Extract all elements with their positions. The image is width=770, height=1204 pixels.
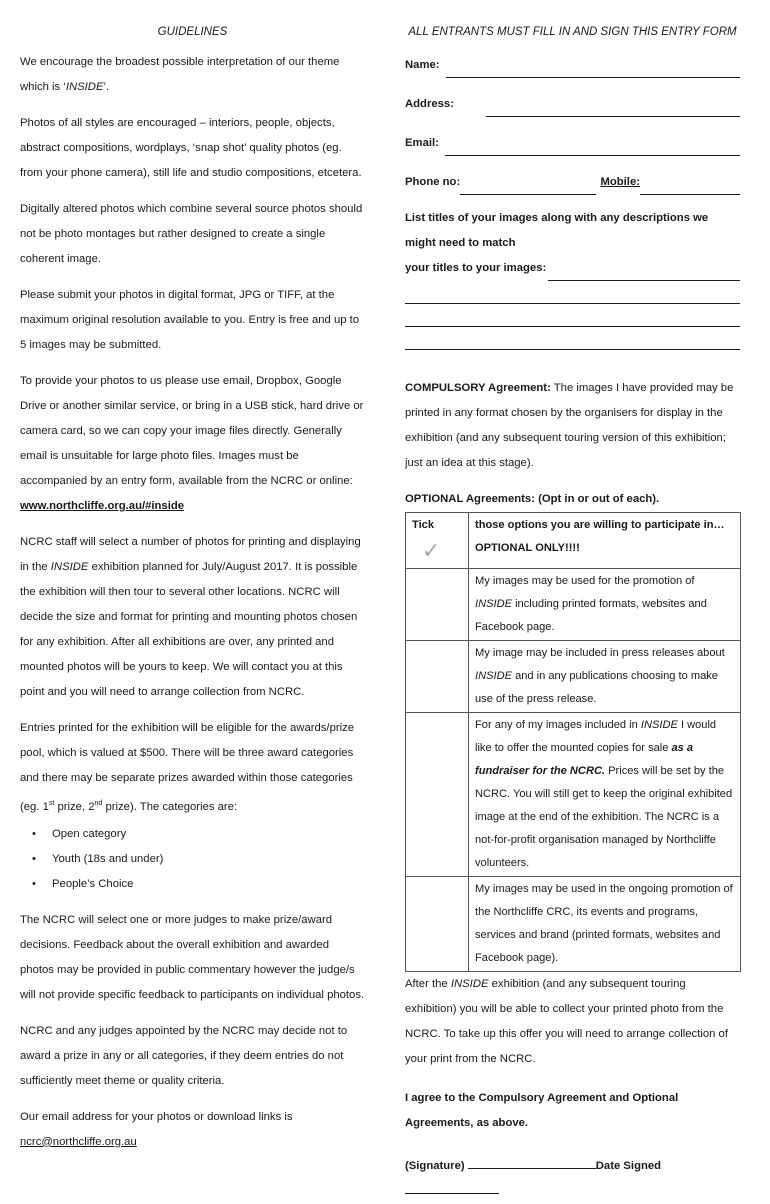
titles-label-line1: List titles of your images along with any descriptions we might need to match <box>405 212 709 249</box>
option-crc-promotion-text: My images may be used in the ongoing promotion of the Northcliffe CRC, its events and programs, services and brand (printed formats, websites and Facebook page). <box>469 877 741 972</box>
categories-list <box>20 822 365 897</box>
mobile-label: Mobile: <box>600 176 640 188</box>
titles-input-line-2[interactable] <box>405 281 740 304</box>
option-sale-text: For any of my images included in INSIDE I would like to offer the mounted copies for sale as a fundraiser for the NCRC. Prices will be set by the NCRC. You will still get to keep the original exhibited image at the end of the exhibition. The NCRC is a not-for-profit organisation managed by Northcliffe volunteers. <box>469 713 741 877</box>
optional-agreements-table <box>405 512 741 972</box>
category-youth: • Youth (18s and under) <box>20 847 365 872</box>
signature-input-line[interactable] <box>468 1156 596 1169</box>
table-row <box>406 877 741 972</box>
titles-input-line-1[interactable] <box>548 264 740 281</box>
date-signed-label: Date Signed <box>595 1160 662 1172</box>
guidelines-format-paragraph: Please submit your photos in digital format, JPG or TIFF, at the maximum original resolution available to you. Entry is free and up to 5 images may be submitted. <box>20 289 360 351</box>
guidelines-email-paragraph: Our email address for your photos or download links is ncrc@northcliffe.org.au <box>20 1110 293 1148</box>
date-input-line[interactable] <box>405 1181 499 1194</box>
email-input-line[interactable] <box>445 139 740 156</box>
inside-website-link[interactable]: www.northcliffe.org.au/#inside <box>20 500 185 512</box>
phone-label: Phone no: <box>405 176 461 188</box>
name-label: Name: <box>405 59 440 71</box>
guidelines-prizes-paragraph: Entries printed for the exhibition will be eligible for the awards/prize pool, which is valued at $500. There will be three award categories and there may be separate prizes awarded within those categories (eg. 1st prize, 2nd prize). The categories are: <box>20 722 355 813</box>
guidelines-heading: GUIDELINES <box>157 26 228 38</box>
checkmark-icon: ✓ <box>422 538 441 563</box>
phone-field <box>405 167 740 195</box>
email-field <box>405 128 740 156</box>
entry-form-column <box>405 20 740 1204</box>
guidelines-theme-paragraph: We encourage the broadest possible interpretation of our theme which is ‘INSIDE’. <box>20 56 340 93</box>
option-sale-tick-box[interactable] <box>406 713 469 877</box>
optional-agreements-heading: OPTIONAL Agreements: (Opt in or out of each). <box>405 493 660 505</box>
guidelines-styles-paragraph: Photos of all styles are encouraged – interiors, people, objects, abstract compositions, wordplays, ‘snap shot’ quality photos (eg. from your phone camera), still life and studio compositions, etcetera. <box>20 117 362 179</box>
category-open: • Open category <box>20 822 365 847</box>
ncrc-email-link[interactable]: ncrc@northcliffe.org.au <box>20 1135 137 1148</box>
guidelines-selection-paragraph: NCRC staff will select a number of photos for printing and displaying in the INSIDE exhibition planned for July/August 2017. It is possible the exhibition will then tour to several other locations. NCRC will decide the size and format for printing and mounting photos chosen for any exhibition. After all exhibitions are over, any printed and mounted photos will be yours to keep. We will contact you at this point and you will need to arrange collection from NCRC. <box>20 536 361 698</box>
table-row <box>406 641 741 713</box>
guidelines-judges-paragraph: The NCRC will select one or more judges to make prize/award decisions. Feedback about the overall exhibition and awarded photos may be provided in public commentary however the judge/s will not provide specific feedback to participants on individual photos. <box>20 913 365 1001</box>
description-column-header: those options you are willing to participate in… OPTIONAL ONLY!!!! <box>469 513 741 569</box>
guidelines-no-award-paragraph: NCRC and any judges appointed by the NCRC may decide not to award a prize in any or all categories, if they deem entries do not sufficiently meet theme or quality criteria. <box>20 1024 348 1087</box>
table-row <box>406 569 741 641</box>
option-press-tick-box[interactable] <box>406 641 469 713</box>
email-label: Email: <box>405 137 439 149</box>
titles-label-line2: your titles to your images: <box>405 256 740 281</box>
address-field <box>405 89 740 117</box>
table-row <box>406 713 741 877</box>
entry-form-heading: ALL ENTRANTS MUST FILL IN AND SIGN THIS ENTRY FORM <box>408 26 737 38</box>
signature-row <box>405 1154 740 1204</box>
guidelines-submit-paragraph: To provide your photos to us please use email, Dropbox, Google Drive or another similar service, or bring in a USB stick, hard drive or camera card, so we can copy your image files directly. Generally email is unsuitable for large photo files. Images must be accompanied by an entry form, available from the NCRC or online: www.northcliffe.org.au/#inside <box>20 375 364 512</box>
agreement-statement: I agree to the Compulsory Agreement and Optional Agreements, as above. <box>405 1092 679 1129</box>
phone-input-line[interactable] <box>460 178 596 195</box>
tick-column-header: Tick ✓ <box>406 513 469 569</box>
option-promotion-text: My images may be used for the promotion of INSIDE including printed formats, websites and Facebook page. <box>469 569 741 641</box>
address-input-line[interactable] <box>486 100 740 117</box>
option-promotion-tick-box[interactable] <box>406 569 469 641</box>
option-crc-promotion-tick-box[interactable] <box>406 877 469 972</box>
name-field <box>405 50 740 78</box>
name-input-line[interactable] <box>446 61 740 78</box>
mobile-input-line[interactable] <box>640 178 740 195</box>
table-header-row <box>406 513 741 569</box>
category-peoples-choice: • People’s Choice <box>20 872 365 897</box>
address-label: Address: <box>405 98 454 110</box>
guidelines-digital-paragraph: Digitally altered photos which combine several source photos should not be photo montages but rather designed to create a single coherent image. <box>20 203 363 265</box>
guidelines-column <box>20 20 365 1166</box>
option-press-text: My image may be included in press releases about INSIDE and in any publications choosing to make use of the press release. <box>469 641 741 713</box>
titles-input-line-3[interactable] <box>405 304 740 327</box>
compulsory-agreement: COMPULSORY Agreement: The images I have provided may be printed in any format chosen by the organisers for display in the exhibition (and any subsequent touring version of this exhibition; just an idea at this stage). <box>405 382 734 469</box>
titles-input-line-4[interactable] <box>405 327 740 350</box>
signature-label: (Signature) <box>405 1160 465 1172</box>
after-exhibition-paragraph: After the INSIDE exhibition (and any subsequent touring exhibition) you will be able to collect your printed photo from the NCRC. To take up this offer you will need to arrange collection of your print from the NCRC. <box>405 978 728 1065</box>
